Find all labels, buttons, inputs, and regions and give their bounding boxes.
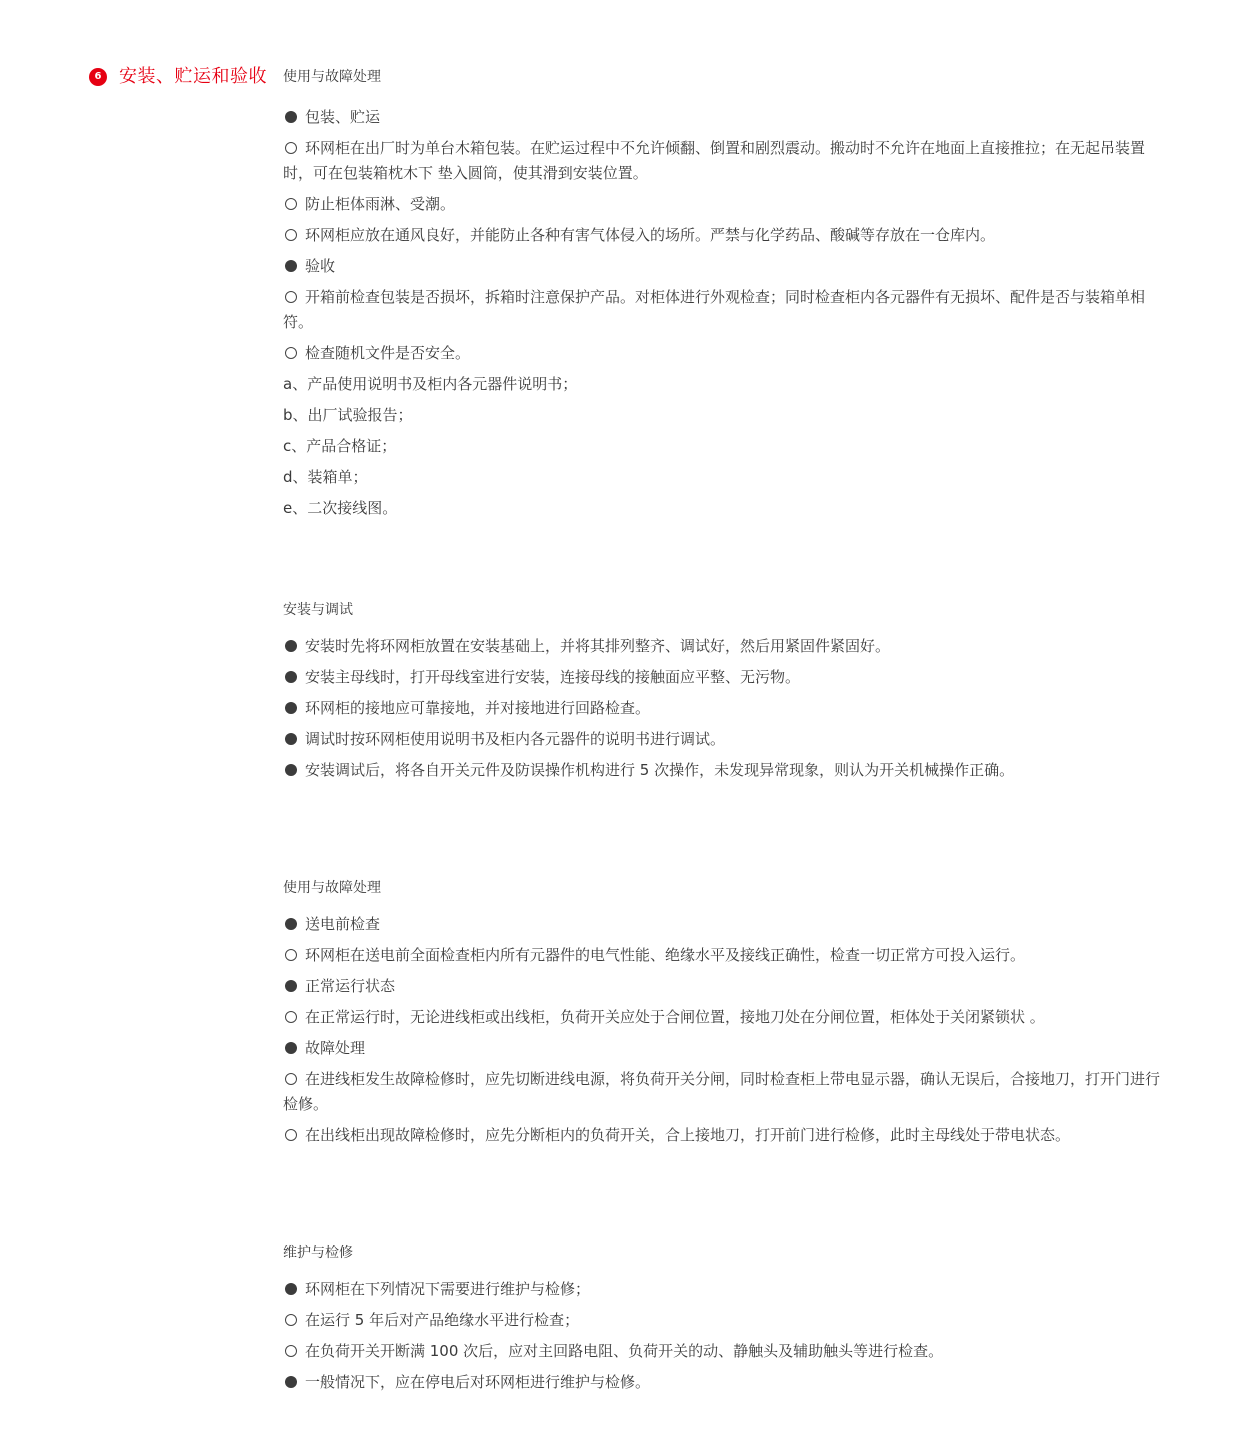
- list-item-text: 正常运行状态: [305, 977, 396, 995]
- list-item: [283, 496, 1163, 521]
- list-item: [283, 696, 1163, 721]
- list-item: [283, 434, 1163, 459]
- list-item-text: 防止柜体雨淋、受潮。: [305, 195, 456, 213]
- list-item-text: 环网柜应放在通风良好，并能防止各种有害气体侵入的场所。严禁与化学药品、酸碱等存放在一仓库内。: [305, 226, 996, 244]
- list-item-text: 故障处理: [305, 1039, 366, 1057]
- filled-bullet-icon: [285, 764, 297, 776]
- hollow-bullet-icon: [285, 347, 297, 359]
- filled-bullet-icon: [285, 671, 297, 683]
- list-item: [283, 1005, 1163, 1030]
- chapter-title: 安装、贮运和验收: [119, 66, 267, 87]
- section-list: [283, 1277, 1163, 1395]
- list-item-text: 环网柜在送电前全面检查柜内所有元器件的电气性能、绝缘水平及接线正确性，检查一切正常方可投入运行。: [305, 946, 1026, 964]
- numbered-circle-icon: 6: [89, 68, 107, 86]
- filled-bullet-icon: [285, 640, 297, 652]
- list-item: [283, 727, 1163, 752]
- list-item-text: 开箱前检查包装是否损坏，拆箱时注意保护产品。对柜体进行外观检查；同时检查柜内各元器件有无损坏、配件是否与装箱单相符。: [283, 288, 1146, 331]
- filled-bullet-icon: [285, 702, 297, 714]
- list-item: [283, 254, 1163, 279]
- list-item: [283, 943, 1163, 968]
- list-item-text: 一般情况下，应在停电后对环网柜进行维护与检修。: [305, 1373, 651, 1391]
- list-item: [283, 1123, 1163, 1148]
- hollow-bullet-icon: [285, 1011, 297, 1023]
- list-item-text: b、出厂试验报告；: [283, 406, 413, 424]
- list-item-text: 安装调试后，将各自开关元件及防误操作机构进行 5 次操作，未发现异常现象，则认为开关机械操作正确。: [305, 761, 1015, 779]
- section-operation-fault: [283, 879, 1163, 1148]
- list-item: [283, 1370, 1163, 1395]
- section-heading: 维护与检修: [283, 1245, 353, 1261]
- list-item-text: 包装、贮运: [305, 108, 381, 126]
- chapter-header: [89, 66, 267, 88]
- list-item: [283, 372, 1163, 397]
- list-item-text: e、二次接线图。: [283, 499, 398, 517]
- list-item: [283, 974, 1163, 999]
- list-item-text: 调试时按环网柜使用说明书及柜内各元器件的说明书进行调试。: [305, 730, 726, 748]
- list-item-text: 送电前检查: [305, 915, 381, 933]
- list-item-text: 环网柜在下列情况下需要进行维护与检修；: [305, 1280, 591, 1298]
- section-heading: 使用与故障处理: [283, 880, 381, 896]
- list-item: [283, 1277, 1163, 1302]
- section-installation: [283, 601, 1163, 783]
- list-item: [283, 105, 1163, 130]
- hollow-bullet-icon: [285, 1314, 297, 1326]
- list-item-text: 安装时先将环网柜放置在安装基础上，并将其排列整齐、调试好，然后用紧固件紧固好。: [305, 637, 891, 655]
- section-heading: 使用与故障处理: [283, 69, 381, 85]
- hollow-bullet-icon: [285, 291, 297, 303]
- hollow-bullet-icon: [285, 1073, 297, 1085]
- list-item-text: 验收: [305, 257, 336, 275]
- list-item: [283, 1067, 1163, 1117]
- list-item: [283, 758, 1163, 783]
- filled-bullet-icon: [285, 1376, 297, 1388]
- list-item: [283, 665, 1163, 690]
- list-item-text: 在进线柜发生故障检修时，应先切断进线电源，将负荷开关分闸，同时检查柜上带电显示器，确认无误后，合接地刀，打开门进行检修。: [283, 1070, 1161, 1113]
- list-item-text: 在出线柜出现故障检修时，应先分断柜内的负荷开关，合上接地刀，打开前门进行检修，此时主母线处于带电状态。: [305, 1126, 1071, 1144]
- list-item-text: a、产品使用说明书及柜内各元器件说明书；: [283, 375, 578, 393]
- list-item: [283, 341, 1163, 366]
- section-list: [283, 99, 1163, 521]
- list-item: [283, 465, 1163, 490]
- hollow-bullet-icon: [285, 1345, 297, 1357]
- list-item: [283, 1339, 1163, 1364]
- section-heading: 安装与调试: [283, 602, 353, 618]
- list-item: [283, 192, 1163, 217]
- filled-bullet-icon: [285, 980, 297, 992]
- filled-bullet-icon: [285, 260, 297, 272]
- filled-bullet-icon: [285, 918, 297, 930]
- hollow-bullet-icon: [285, 1129, 297, 1141]
- list-item: [283, 285, 1163, 335]
- section-list: [283, 912, 1163, 1148]
- filled-bullet-icon: [285, 111, 297, 123]
- list-item: [283, 223, 1163, 248]
- list-item-text: 环网柜的接地应可靠接地，并对接地进行回路检查。: [305, 699, 651, 717]
- list-item-text: c、产品合格证；: [283, 437, 397, 455]
- filled-bullet-icon: [285, 1042, 297, 1054]
- hollow-bullet-icon: [285, 198, 297, 210]
- list-item-text: 安装主母线时，打开母线室进行安装，连接母线的接触面应平整、无污物。: [305, 668, 801, 686]
- list-item-text: 环网柜在出厂时为单台木箱包装。在贮运过程中不允许倾翻、倒置和剧烈震动。搬动时不允许在地面上直接推拉；在无起吊装置时，可在包装箱枕木下 垫入圆筒，使其滑到安装位置。: [283, 139, 1146, 182]
- list-item: [283, 1308, 1163, 1333]
- list-item-text: 在运行 5 年后对产品绝缘水平进行检查；: [305, 1311, 580, 1329]
- filled-bullet-icon: [285, 1283, 297, 1295]
- list-item-text: 在正常运行时，无论进线柜或出线柜，负荷开关应处于合闸位置，接地刀处在分闸位置，柜体处于关闭紧锁状 。: [305, 1008, 1045, 1026]
- list-item: [283, 634, 1163, 659]
- list-item-text: 检查随机文件是否安全。: [305, 344, 471, 362]
- list-item: [283, 912, 1163, 937]
- filled-bullet-icon: [285, 733, 297, 745]
- section-list: [283, 634, 1163, 783]
- list-item: [283, 403, 1163, 428]
- list-item-text: 在负荷开关开断满 100 次后，应对主回路电阻、负荷开关的动、静触头及辅助触头等进行检查。: [305, 1342, 944, 1360]
- hollow-bullet-icon: [285, 949, 297, 961]
- hollow-bullet-icon: [285, 229, 297, 241]
- list-item-text: d、装箱单；: [283, 468, 368, 486]
- list-item: [283, 136, 1163, 186]
- hollow-bullet-icon: [285, 142, 297, 154]
- section-maintenance: [283, 1244, 1163, 1395]
- list-item: [283, 1036, 1163, 1061]
